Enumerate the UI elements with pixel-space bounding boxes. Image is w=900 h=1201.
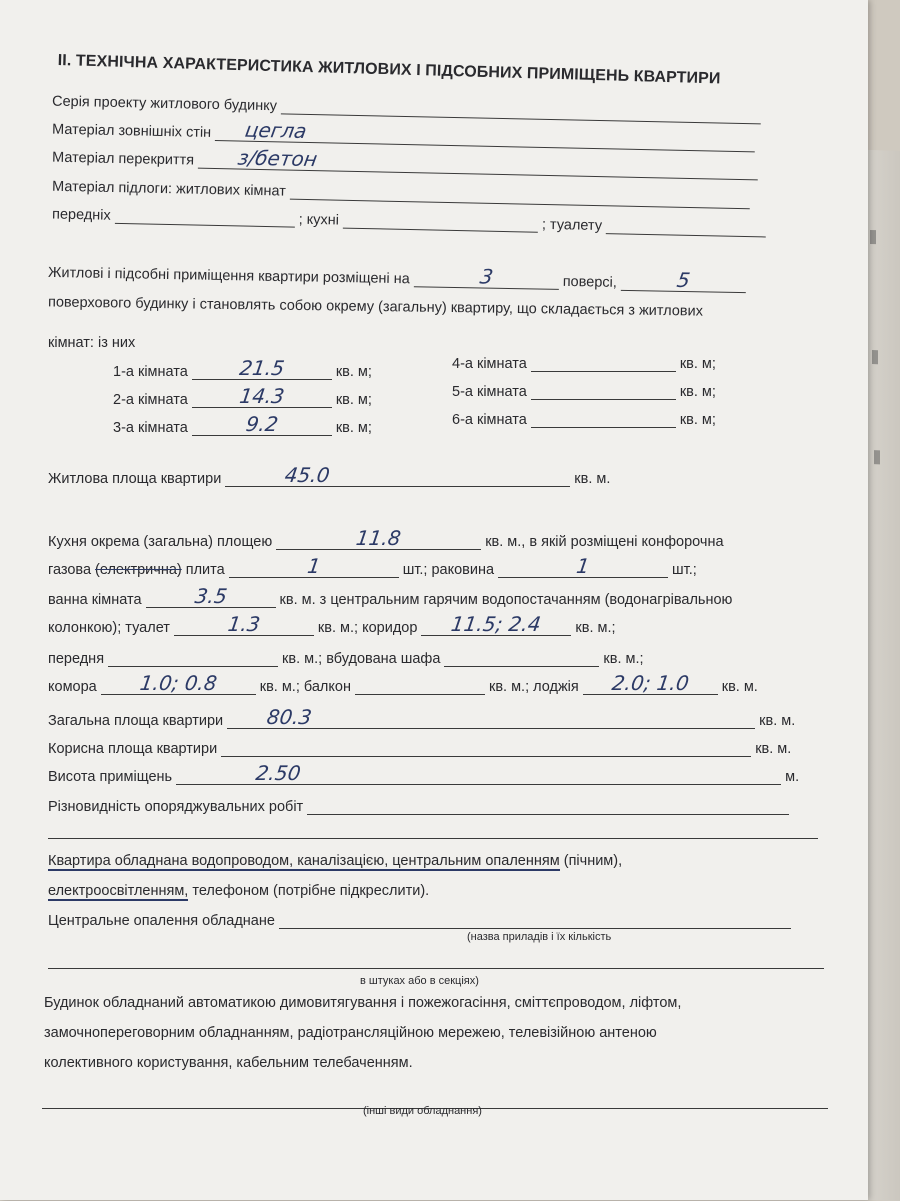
building-line3: колективного користування, кабельним телебаченням. — [44, 1055, 413, 1071]
loggia-label: кв. м.; лоджія — [488, 679, 579, 695]
floor-number-field[interactable] — [414, 264, 559, 290]
gas-label: газова — [48, 562, 92, 578]
toilet-prefix: колонкою); туалет — [48, 620, 170, 636]
corridor-label: кв. м.; коридор — [317, 620, 418, 636]
kitchen-row — [48, 526, 724, 550]
living-area-unit: кв. м. — [574, 471, 611, 487]
toilet-floor-field[interactable] — [606, 217, 766, 237]
heating-field-2[interactable] — [48, 952, 824, 969]
bathroom-text-after: кв. м. з центральним гарячим водопостачанням (водонагрівальною — [279, 592, 733, 608]
total-floors-field[interactable] — [621, 267, 746, 293]
toilet-row — [48, 612, 616, 636]
stove-count-field[interactable] — [229, 554, 399, 578]
storage-label: комора — [48, 679, 97, 695]
total-area-field[interactable] — [227, 705, 755, 729]
kitchen-area-field[interactable] — [276, 526, 481, 550]
stove-row — [48, 554, 697, 578]
kitchen-text-after: кв. м., в якій розміщені конфорочна — [485, 534, 724, 550]
building-line2: замочнопереговорним обладнанням, радіотрансляційною мережею, телевізійною антеною — [44, 1025, 657, 1041]
corridor-unit: кв. м.; — [575, 620, 616, 636]
height-row — [48, 761, 800, 785]
kitchen-floor-label: ; кухні — [298, 211, 340, 229]
series-label: Серія проекту житлового будинку — [51, 93, 278, 115]
hall-label-2: передня — [48, 651, 105, 667]
wardrobe-unit: кв. м.; — [603, 651, 644, 667]
toilet-area-value: 1.3 — [226, 612, 262, 636]
hall-field[interactable] — [115, 207, 295, 228]
storage-row — [48, 671, 758, 695]
loggia-area-value: 2.0; 1.0 — [610, 671, 691, 695]
finishing-row — [48, 798, 789, 815]
room4-label: 4-а кімната — [452, 356, 527, 372]
location-text4: кімнат: із них — [48, 335, 136, 351]
ceiling-value: з/бетон — [236, 145, 320, 172]
kitchen-floor-field[interactable] — [343, 212, 538, 233]
bathroom-area-value: 3.5 — [192, 584, 229, 608]
bathroom-label: ванна кімната — [48, 592, 142, 608]
location-text1: Житлові і підсобні приміщення квартири розміщені на — [47, 264, 410, 288]
room4-row — [452, 355, 716, 372]
hall-area-field[interactable] — [108, 650, 278, 667]
room2-row — [113, 384, 372, 408]
sink-count-field[interactable] — [498, 554, 668, 578]
height-label: Висота приміщень — [48, 769, 173, 785]
heating-note1: (назва приладів і їх кількість — [467, 931, 612, 943]
balcony-label: кв. м.; балкон — [259, 679, 351, 695]
total-area-unit: кв. м. — [759, 713, 796, 729]
toilet-floor-label: ; туалету — [541, 216, 603, 235]
height-field[interactable] — [176, 761, 781, 785]
equipment-line2-rest: телефоном (потрібне підкреслити). — [192, 883, 430, 899]
height-value: 2.50 — [254, 761, 303, 785]
heating-label: Центральне опалення обладнане — [48, 913, 275, 929]
wardrobe-label: кв. м.; вбудована шафа — [282, 651, 441, 667]
room1-unit: кв. м; — [335, 364, 372, 380]
loggia-unit: кв. м. — [721, 679, 758, 695]
equipment-line1-rest: (пічним), — [563, 853, 623, 869]
location-text2: поверсі, — [562, 273, 618, 291]
pcs2-label: шт.; — [672, 562, 697, 578]
room4-field[interactable] — [531, 355, 676, 372]
other-equipment-note: (інші види обладнання) — [363, 1105, 482, 1117]
sink-count-value: 1 — [574, 554, 592, 578]
room2-label: 2-а кімната — [113, 392, 188, 408]
series-row — [52, 93, 761, 125]
kitchen-label: Кухня окрема (загальна) площею — [48, 534, 273, 550]
electric-label: (електрична) — [95, 562, 182, 578]
floor-sub-row — [52, 206, 766, 238]
ceiling-label: Матеріал перекриття — [51, 149, 195, 169]
walls-row — [51, 117, 755, 153]
room3-value: 9.2 — [244, 412, 280, 436]
floor-material-row — [52, 178, 750, 210]
balcony-area-field[interactable] — [355, 678, 485, 695]
total-area-label: Загальна площа квартири — [48, 713, 224, 729]
room2-field[interactable] — [192, 384, 332, 408]
room4-unit: кв. м; — [679, 356, 716, 372]
pcs1-label: шт.; раковина — [402, 562, 495, 578]
equipment-line1-underlined: Квартира обладнана водопроводом, каналізацією, центральним опаленням — [48, 853, 560, 869]
room6-row — [452, 411, 716, 428]
hall-label: передніх — [51, 206, 111, 224]
height-unit: м. — [785, 769, 800, 785]
series-field[interactable] — [281, 97, 761, 124]
useful-area-field[interactable] — [221, 740, 751, 757]
living-area-row — [48, 463, 611, 487]
hall-row — [48, 650, 644, 667]
storage-area-field[interactable] — [101, 671, 256, 695]
floor-material-field[interactable] — [290, 183, 750, 210]
room6-label: 6-а кімната — [452, 412, 527, 428]
total-area-value: 80.3 — [265, 705, 314, 729]
bathroom-row — [48, 584, 733, 608]
corridor-area-value: 11.5; 2.4 — [450, 612, 543, 636]
room1-value: 21.5 — [237, 356, 286, 380]
room6-unit: кв. м; — [679, 412, 716, 428]
stove-label: плита — [185, 562, 225, 578]
room3-label: 3-а кімната — [113, 420, 188, 436]
location-row — [48, 264, 746, 293]
finishing-label: Різновидність опоряджувальних робіт — [48, 799, 304, 815]
kitchen-area-value: 11.8 — [354, 526, 403, 550]
toilet-area-field[interactable] — [174, 612, 314, 636]
floor-material-label: Матеріал підлоги: житлових кімнат — [51, 178, 287, 200]
heating-field[interactable] — [279, 912, 791, 929]
corridor-area-field[interactable] — [421, 612, 571, 636]
total-area-row — [48, 705, 796, 729]
section-title: II. ТЕХНІЧНА ХАРАКТЕРИСТИКА ЖИТЛОВИХ І ПІДСОБНИХ ПРИМІЩЕНЬ КВАРТИРИ — [57, 52, 721, 88]
equipment-line2-underlined: електроосвітленням, — [48, 883, 189, 899]
storage-area-value: 1.0; 0.8 — [138, 671, 219, 695]
stove-count-value: 1 — [305, 554, 322, 578]
finishing-field[interactable] — [307, 798, 789, 815]
room3-unit: кв. м; — [335, 420, 372, 436]
heating-row — [48, 912, 791, 929]
room5-unit: кв. м; — [679, 384, 716, 400]
useful-area-label: Корисна площа квартири — [48, 741, 218, 757]
floor-number-value: 3 — [478, 264, 495, 289]
wardrobe-area-field[interactable] — [444, 650, 599, 667]
room2-value: 14.3 — [237, 384, 286, 408]
building-line1: Будинок обладнаний автоматикою димовитягування і пожежогасіння, сміттєпроводом, ліфтом, — [44, 995, 682, 1011]
living-area-label: Житлова площа квартири — [48, 471, 222, 487]
bathroom-area-field[interactable] — [146, 584, 276, 608]
loggia-area-field[interactable] — [583, 671, 718, 695]
finishing-field-2[interactable] — [48, 822, 818, 839]
room1-label: 1-а кімната — [113, 364, 188, 380]
room5-field[interactable] — [531, 383, 676, 400]
room5-label: 5-а кімната — [452, 384, 527, 400]
room1-row — [113, 356, 372, 380]
ceiling-row — [51, 145, 758, 181]
equipment-line2 — [48, 878, 429, 905]
living-area-field[interactable] — [225, 463, 570, 487]
room3-field[interactable] — [192, 412, 332, 436]
location-text3: поверхового будинку і становлять собою окрему (загальну) квартиру, що складається з житлових — [47, 294, 703, 320]
walls-value: цегла — [243, 117, 309, 143]
total-floors-value: 5 — [675, 267, 692, 293]
ceiling-field[interactable] — [198, 145, 758, 181]
walls-label: Матеріал зовнішніх стін — [51, 121, 212, 141]
living-area-value: 45.0 — [283, 463, 332, 487]
heating-note2: в штуках або в секціях) — [360, 975, 479, 987]
room3-row — [113, 412, 372, 436]
room2-unit: кв. м; — [335, 392, 372, 408]
room5-row — [452, 383, 716, 400]
equipment-line1 — [48, 848, 622, 875]
room6-field[interactable] — [531, 411, 676, 428]
useful-area-row — [48, 740, 791, 757]
room1-field[interactable] — [192, 356, 332, 380]
useful-area-unit: кв. м. — [755, 741, 792, 757]
